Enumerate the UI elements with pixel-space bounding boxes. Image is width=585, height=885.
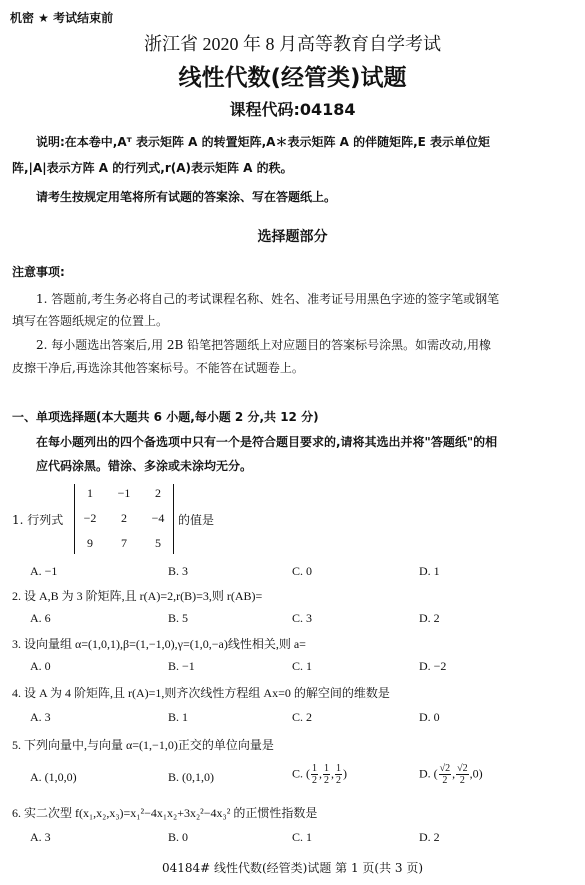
q1-option-d: D. 1 [419,564,440,578]
part1-heading: 一、单项选择题(本大题共 6 小题,每小题 2 分,共 12 分) [12,410,319,424]
determinant-left-bar [74,484,75,554]
q5-option-c: C. ( $\frac{1}{2}$ , $\frac{1}{2}$ , $\frac{1}{2}$ ) [292,763,347,786]
q2-option-b: B. 5 [168,611,189,625]
q3-text: 3. 设向量组 α=(1,0,1),β=(1,−1,0),γ=(1,0,−a)线性相关,则 a= [12,637,306,651]
q4-text: 4. 设 A 为 4 阶矩阵,且 r(A)=1,则齐次线性方程组 Ax=0 的解空间的维数是 [12,686,390,700]
q6-text: 6. 实二次型 f(x₁,x₂,x₃)=x₁²−4x₁x₂+3x₂²−4x₃² 的正惯性指数是 [12,806,318,820]
q3-option-b: B. −1 [168,659,195,673]
notes-title: 注意事项: [12,265,65,279]
q5-option-a: A. (1,0,0) [30,770,77,784]
q1-suffix: 的值是 [178,513,215,527]
det-cell: 2 [121,511,127,525]
note-1-line-1: 1. 答题前,考生务必将自己的考试课程名称、姓名、准考证号用黑色字迹的签字笔或钢笔 [36,292,500,306]
q1-prefix: 1. 行列式 [12,513,64,527]
q3-option-d: D. −2 [419,659,447,673]
note-2-line-2: 皮擦干净后,再选涂其他答案标号。不能答在试题卷上。 [12,361,304,375]
q5-d-frac-1: $\frac{√2}{2}$ [439,763,451,786]
q5-option-d: D. ( $\frac{√2}{2}$ , $\frac{√2}{2}$ ,0) [419,763,483,786]
det-cell: 7 [121,536,127,550]
determinant-right-bar [173,484,174,554]
q1-option-a: A. −1 [30,564,58,578]
q5-c-frac-1: $\frac{1}{2}$ [312,763,317,786]
part1-desc-line-2: 应代码涂黑。错涂、多涂或未涂均无分。 [36,459,253,473]
q5-d-frac-2: $\frac{√2}{2}$ [457,763,468,786]
det-cell: 5 [155,536,161,550]
det-cell: −4 [151,511,165,525]
q4-option-a: A. 3 [30,710,51,724]
q1-determinant [74,484,174,554]
note-2-line-1: 2. 每小题选出答案后,用 2B 铅笔把答题纸上对应题目的答案标号涂黑。如需改动,用橡 [36,338,491,352]
q2-text: 2. 设 A,B 为 3 阶矩阵,且 r(A)=2,r(B)=3,则 r(AB)= [12,589,263,603]
q6-option-b: B. 0 [168,830,189,844]
q4-option-b: B. 1 [168,710,189,724]
subject-title: 线性代数(经管类)试题 [178,65,407,91]
part1-desc-line-1: 在每小题列出的四个备选项中只有一个是符合题目要求的,请将其选出并将"答题纸"的相 [36,435,498,449]
q5-option-b: B. (0,1,0) [168,770,214,784]
q5-c-frac-2: $\frac{1}{2}$ [324,763,329,786]
q4-option-c: C. 2 [292,710,313,724]
q2-option-c: C. 3 [292,611,313,625]
det-cell: 2 [155,486,161,500]
instruction-line-2: 阵,|A|表示方阵 A 的行列式,r(A)表示矩阵 A 的秩。 [12,161,293,175]
q5-c-prefix: C. ( [292,766,310,781]
q2-option-d: D. 2 [419,611,440,625]
note-1-line-2: 填写在答题纸规定的位置上。 [12,314,169,328]
course-code: 课程代码:04184 [229,100,356,119]
det-cell: 9 [87,536,93,550]
q6-option-d: D. 2 [419,830,440,844]
q4-option-d: D. 0 [419,710,440,724]
instruction-line-1: 说明:在本卷中,Aᵀ 表示矩阵 A 的转置矩阵,A＊表示矩阵 A 的伴随矩阵,E 表示单位矩 [36,135,491,149]
instruction-line-3: 请考生按规定用笔将所有试题的答案涂、写在答题纸上。 [36,190,337,204]
q6-option-a: A. 3 [30,830,51,844]
q5-c-frac-3: $\frac{1}{2}$ [336,763,341,786]
det-cell: 1 [87,486,93,500]
q5-d-prefix: D. ( [419,766,438,781]
q1-option-c: C. 0 [292,564,313,578]
exam-title: 浙江省 2020 年 8 月高等教育自学考试 [144,34,441,54]
q5-d-tail: ,0) [469,766,483,781]
q5-text: 5. 下列向量中,与向量 α=(1,−1,0)正交的单位向量是 [12,738,274,752]
page-footer: 04184# 线性代数(经管类)试题 第 1 页(共 3 页) [161,861,424,875]
section-title: 选择题部分 [257,229,328,245]
det-cell: −2 [83,511,97,525]
q3-option-c: C. 1 [292,659,313,673]
q3-option-a: A. 0 [30,659,51,673]
det-cell: −1 [117,486,131,500]
confidential-label: 机密 ★ 考试结束前 [10,11,114,25]
q2-option-a: A. 6 [30,611,51,625]
q6-option-c: C. 1 [292,830,313,844]
q1-option-b: B. 3 [168,564,189,578]
